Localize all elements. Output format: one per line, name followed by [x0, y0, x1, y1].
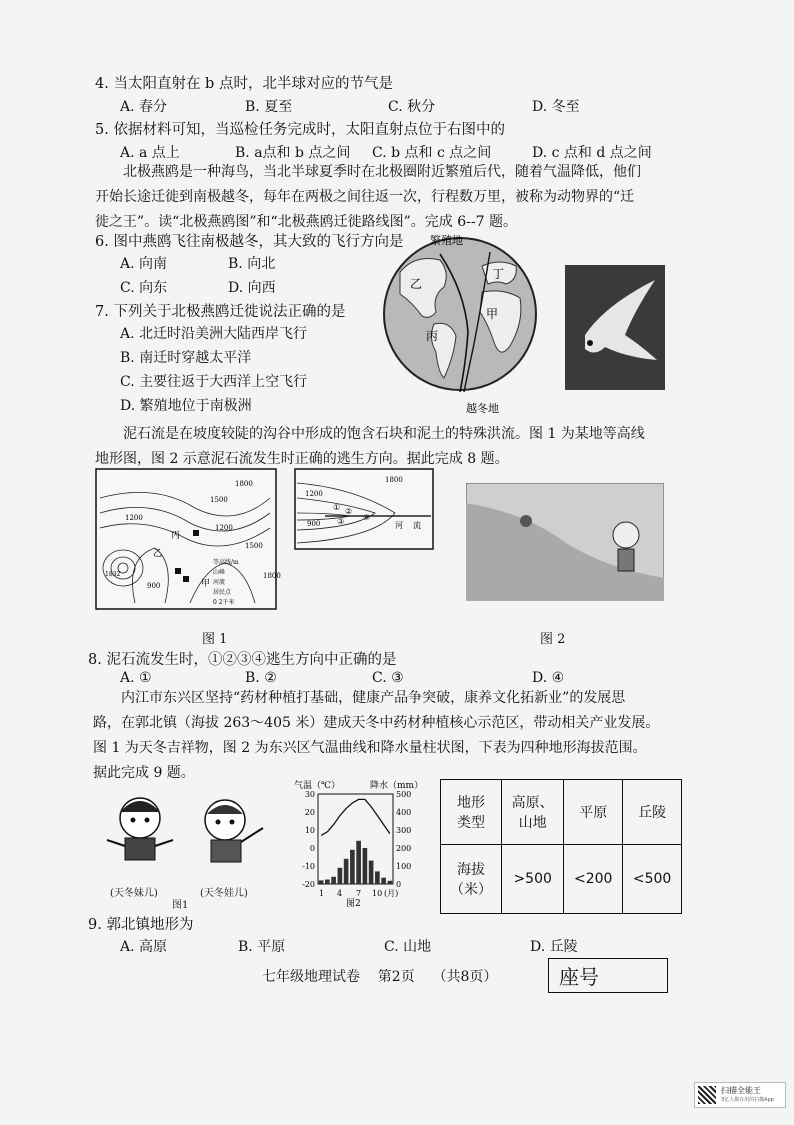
- precip-bar: [338, 868, 343, 884]
- precip-tick: 200: [396, 844, 412, 853]
- temp-tick: -10: [302, 862, 315, 871]
- contour-label-1800b: 1800: [263, 572, 281, 580]
- legend-river: 河流: [213, 579, 226, 586]
- month-axis-ticks: [319, 889, 398, 898]
- breeding-ground-label: 繁殖地: [430, 234, 463, 247]
- table-cell: <200: [564, 845, 623, 914]
- escape-direction-cartoon: [466, 483, 664, 601]
- figure1-caption: 图 1: [202, 632, 228, 647]
- precip-bar: [356, 841, 361, 884]
- zoom-number-3: ③: [337, 517, 345, 526]
- table-header-cell: 地形 类型: [441, 780, 502, 845]
- passage3-line4: 据此完成 9 题。: [93, 765, 195, 781]
- temp-tick: 0: [309, 844, 315, 853]
- precip-tick: 400: [396, 808, 412, 817]
- temp-tick: -20: [302, 880, 315, 889]
- precip-tick: 500: [396, 790, 412, 799]
- table-cell: >500: [501, 845, 563, 914]
- climate-plot-frame: [318, 794, 393, 884]
- contour-label-1800: 1800: [235, 480, 253, 488]
- zoom-label-1800: 1800: [385, 476, 403, 484]
- seat-number-box: 座号: [548, 958, 668, 993]
- zoom-number-4: ④: [363, 513, 371, 522]
- precip-bar: [363, 848, 368, 884]
- table-row: [441, 845, 682, 914]
- contour-label-1200: 1200: [125, 514, 143, 522]
- passage2-line1: 泥石流是在坡度较陡的沟谷中形成的饱含石块和泥土的特殊洪流。图 1 为某地等高线: [123, 426, 645, 442]
- q4-option-b: B. 夏至: [245, 99, 293, 115]
- precip-bar: [388, 881, 393, 884]
- month-tick: 7: [356, 889, 362, 898]
- zoom-number-2: ②: [345, 507, 353, 516]
- contour-label-yi: 乙: [153, 549, 163, 559]
- zoom-number-1: ①: [333, 503, 341, 512]
- zoom-label-river: 河: [395, 521, 403, 530]
- arctic-tern-photo: [565, 265, 665, 390]
- precip-axis-ticks: [396, 790, 411, 889]
- q8-option-c: C. ③: [372, 670, 404, 686]
- mascot-girl-caption: (天冬妹儿): [110, 888, 158, 899]
- q7-option-d: D. 繁殖地位于南极洲: [120, 398, 252, 414]
- precip-bar: [369, 861, 374, 884]
- q9-option-c: C. 山地: [384, 939, 432, 955]
- q4-stem: 4. 当太阳直射在 b 点时，北半球对应的节气是: [95, 76, 393, 92]
- contour-label-jia: 甲: [201, 579, 211, 589]
- mascot-boy-caption: (天冬娃儿): [200, 888, 248, 899]
- precip-bar: [319, 880, 324, 884]
- q8-option-b: B. ②: [245, 670, 277, 686]
- q7-option-c: C. 主要往返于大西洋上空飞行: [120, 374, 308, 390]
- table-header-cell: 高原、 山地: [501, 780, 563, 845]
- q7-option-b: B. 南迁时穿越太平洋: [120, 350, 252, 366]
- settlement-icon: [193, 530, 199, 536]
- qr-code-icon: [698, 1086, 716, 1104]
- mascot-boy-icon: [205, 800, 263, 862]
- precip-tick: 300: [396, 826, 412, 835]
- q4-option-a: A. 春分: [120, 99, 168, 115]
- table-header-cell: 平原: [564, 780, 623, 845]
- globe-label-bing: 丙: [426, 329, 439, 343]
- passage-arctic-tern: [95, 160, 695, 235]
- q6-option-a: A. 向南: [120, 256, 168, 272]
- q5-stem: 5. 依据材料可知，当巡检任务完成时，太阳直射点位于右图中的: [95, 122, 505, 138]
- q9-stem: 9. 郭北镇地形为: [88, 917, 194, 933]
- child-head-icon: [613, 522, 639, 548]
- globe-label-yi: 乙: [410, 277, 423, 291]
- q9-option-d: D. 丘陵: [530, 939, 578, 955]
- month-tick: 10: [372, 889, 383, 898]
- contour-label-1500b: 1500: [245, 542, 263, 550]
- zoom-label-flow: 流: [413, 521, 421, 530]
- precip-bar: [381, 878, 386, 884]
- legend-settlement: 居民点: [213, 589, 232, 596]
- q7-option-a: A. 北迁时沿美洲大陆西岸飞行: [120, 326, 308, 342]
- table-header-cell: 丘陵: [623, 780, 682, 845]
- q7-stem: 7. 下列关于北极燕鸥迁徙说法正确的是: [95, 304, 346, 320]
- runner-icon: [520, 515, 532, 527]
- watermark-title: 扫描全能王: [721, 1086, 761, 1095]
- legend-peak: 山峰: [213, 569, 226, 576]
- temp-tick: 30: [304, 790, 315, 799]
- mascot-figure: [95, 790, 280, 885]
- precip-tick: 0: [396, 880, 402, 889]
- q4-option-c: C. 秋分: [388, 99, 436, 115]
- q5-option-d: D. c 点和 d 点之间: [532, 145, 652, 161]
- temp-tick: 20: [304, 808, 315, 817]
- passage-tiandong: [93, 686, 713, 786]
- legend-contour: 等高线/m: [213, 559, 239, 566]
- q6-stem: 6. 图中燕鸥飞往南极越冬，其大致的飞行方向是: [95, 234, 404, 250]
- q8-option-d: D. ④: [532, 670, 565, 686]
- scanner-watermark: [694, 1082, 786, 1108]
- q4-option-d: D. 冬至: [532, 99, 580, 115]
- contour-map-figure: [95, 468, 435, 613]
- q9-option-a: A. 高原: [120, 939, 168, 955]
- watermark-subtitle: 3亿人都在用的扫描App: [721, 1097, 774, 1103]
- q8-option-a: A. ①: [120, 670, 152, 686]
- q8-stem: 8. 泥石流发生时，①②③④逃生方向中正确的是: [88, 652, 397, 668]
- contour-zoom-frame: [295, 469, 433, 549]
- precip-bar: [375, 871, 380, 884]
- q9-option-b: B. 平原: [238, 939, 286, 955]
- q6-option-d: D. 向西: [228, 280, 276, 296]
- passage3-line3: 图 1 为天冬吉祥物，图 2 为东兴区气温曲线和降水量柱状图，下表为四种地形海拔范围。: [93, 740, 647, 756]
- contour-label-1200b: 1200: [215, 524, 233, 532]
- zoom-label-1200: 1200: [305, 490, 323, 498]
- terrain-elevation-table: [440, 779, 682, 914]
- table-cell: <500: [623, 845, 682, 914]
- table-header-row: [441, 780, 682, 845]
- migration-globe-map: [370, 232, 550, 417]
- temp-curve: [321, 799, 390, 835]
- temp-axis-ticks: [302, 790, 315, 889]
- passage3-line1: 内江市东兴区坚持“药材种植打基础，健康产品争突破，康养文化拓新业”的发展思: [121, 690, 626, 706]
- temp-tick: 10: [304, 826, 315, 835]
- globe-label-jia: 甲: [486, 307, 499, 321]
- contour-label-1500: 1500: [210, 496, 228, 504]
- mascot-figure-caption: 图1: [172, 900, 189, 911]
- tern-head-icon: [587, 340, 593, 346]
- contour-label-900: 900: [147, 582, 161, 590]
- climate-figure-caption: 图2: [346, 899, 361, 908]
- climate-temp-title: 气温（℃）: [294, 781, 341, 791]
- passage2-line2: 地形图，图 2 示意泥石流发生时正确的逃生方向。据此完成 8 题。: [95, 451, 509, 467]
- precip-bar: [350, 850, 355, 884]
- mascot-girl-icon: [107, 798, 173, 860]
- precip-bar: [344, 859, 349, 884]
- month-tick: (月): [384, 889, 399, 898]
- q5-option-c: C. b 点和 c 点之间: [372, 145, 492, 161]
- passage3-line2: 路，在郭北镇（海拔 263～405 米）建成天冬中药材种植核心示范区，带动相关产业发展。: [93, 715, 660, 731]
- settlement-icon: [175, 568, 181, 574]
- passage1-line2: 开始长途迁徙到南极越冬，每年在两极之间往返一次，行程数万里，被称为动物界的“迁: [95, 189, 635, 205]
- figure2-caption: 图 2: [540, 632, 566, 647]
- month-tick: 1: [319, 889, 325, 898]
- zoom-label-900: 900: [307, 520, 321, 528]
- q5-option-b: B. a点和 b 点之间: [235, 145, 351, 161]
- precip-tick: 100: [396, 862, 412, 871]
- month-tick: 4: [337, 889, 343, 898]
- passage1-line1: 北极燕鸥是一种海鸟，当北半球夏季时在北极圈附近繁殖后代，随着气温降低，他们: [123, 164, 641, 180]
- contour-peak-elevation: 1832: [105, 571, 121, 578]
- contour-label-bing: 丙: [171, 531, 181, 541]
- precip-bars: [319, 841, 392, 884]
- wintering-ground-label: 越冬地: [466, 402, 499, 415]
- q6-option-c: C. 向东: [120, 280, 168, 296]
- precip-bar: [331, 877, 336, 884]
- globe-label-ding: 丁: [492, 267, 505, 281]
- table-cell: 海拔 （米）: [441, 845, 502, 914]
- passage1-line3: 徙之王”。读“北极燕鸥图”和“北极燕鸥迁徙路线图”。完成 6--7 题。: [95, 214, 517, 230]
- climate-precip-title: 降水（mm）: [370, 781, 424, 791]
- climate-chart: [288, 778, 428, 908]
- q6-option-b: B. 向北: [228, 256, 276, 272]
- settlement-icon: [183, 576, 189, 582]
- precip-bar: [325, 880, 330, 885]
- child-body-icon: [618, 549, 634, 571]
- legend-scale: 0 2千米: [213, 599, 235, 606]
- passage-debris-flow: [95, 422, 705, 472]
- q5-option-a: A. a 点上: [120, 145, 180, 161]
- page-footer: 七年级地理试卷 第2页 （共8页）: [262, 969, 498, 985]
